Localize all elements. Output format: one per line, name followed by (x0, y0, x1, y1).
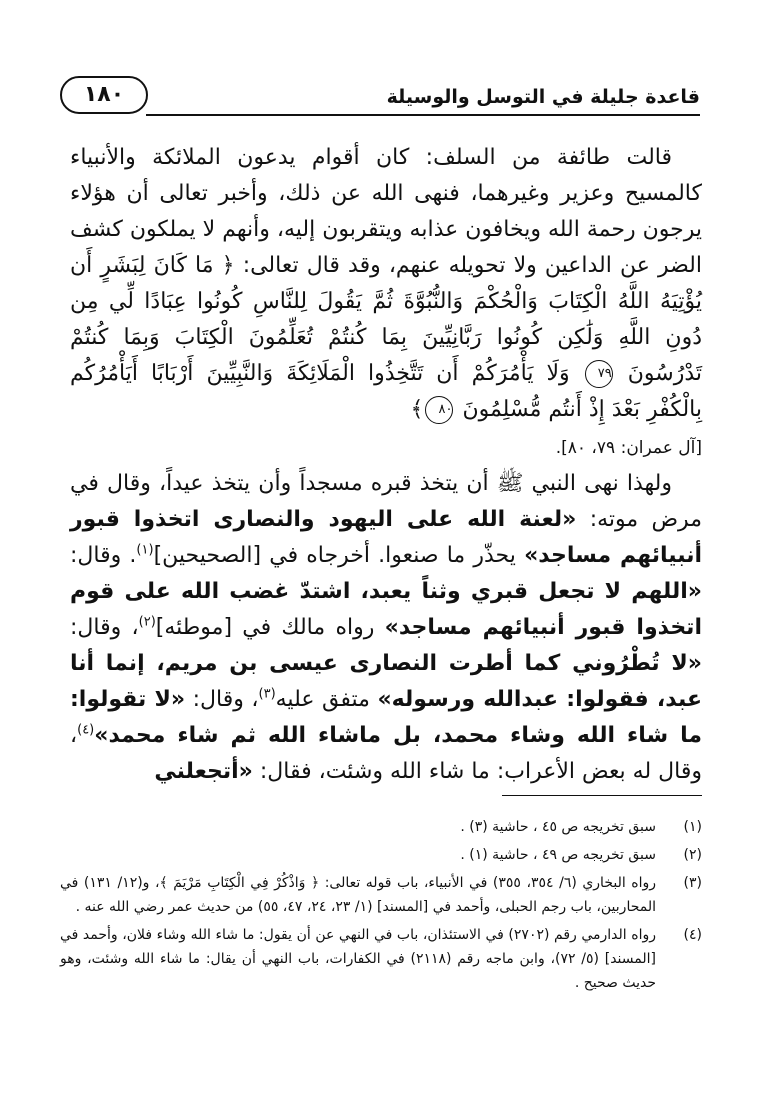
footnotes (60, 815, 702, 999)
header-rule (146, 114, 700, 116)
quran-verse-79: ﴿ مَا كَانَ لِبَشَرٍ أَن يُؤْتِيَهُ اللَّهُ الْكِتَابَ وَالْحُكْمَ وَالنُّبُوَّةَ ثُمَّ يَقُولَ لِلنَّاسِ كُونُوا عِبَادًا لِّي مِن دُونِ اللَّهِ وَلَٰكِن كُونُوا رَبَّانِيِّينَ بِمَا كُنتُمْ تُعَلِّمُونَ الْكِتَابَ وَبِمَا كُنتُمْ تَدْرُسُونَ (70, 253, 702, 386)
ayah-number-80: ٨٠ (425, 396, 453, 424)
footnote-1 (60, 815, 702, 839)
p2-s6: متفق عليه (275, 687, 370, 712)
hadith-3: «لا تُطْرُوني كما أطرت النصارى عيسى بن مريم، إنما أنا عبد، فقولوا: عبدالله ورسوله» (70, 651, 702, 712)
hadith-5: «أتجعلني (154, 759, 253, 784)
footnote-ref-1[interactable]: (١) (136, 542, 154, 558)
paragraph-1 (70, 140, 702, 466)
p2-s2: يحذّر ما صنعوا. أخرجاه في [الصحيحين] (153, 543, 516, 568)
footnote-4 (60, 923, 702, 995)
p2-s3: . وقال: (70, 543, 137, 568)
footnote-number: (٣) (683, 875, 702, 891)
p2-s7: ، وقال: (192, 687, 259, 712)
footnote-text: رواه البخاري (٦/ ٣٥٤، ٣٥٥) في الأنبياء، باب قوله تعالى: ﴿ وَاذْكُرْ فِي الْكِتَابِ مَرْيَمَ ﴾، و(١٢/ ١٣١) في المحاربين، باب رجم الحبلى، وأحمد في [المسند] (١/ ٢٣، ٢٤، ٤٧، ٥٥) من حديث عمر رضي الله عنه . (60, 875, 657, 915)
page-header (60, 72, 700, 124)
footnote-2 (60, 843, 702, 867)
paragraph-1-text: قالت طائفة من السلف: كان أقوام يدعون الملائكة والأنبياء كالمسيح وعزير وغيرهما، فنهى الله عن ذلك، وأخبر تعالى أن هؤلاء يرجون رحمة الله ويخافون عذابه ويتقربون إليه، وأنهم لا يملكون كشف الضر عن الداعين ولا تحويله عنهم، وقد قال تعالى: (70, 145, 703, 278)
quran-verse-80: وَلَا يَأْمُرَكُمْ أَن تَتَّخِذُوا الْمَلَائِكَةَ وَالنَّبِيِّينَ أَرْبَابًا أَيَأْمُرُكُم بِالْكُفْرِ بَعْدَ إِذْ أَنتُم مُّسْلِمُونَ (70, 361, 702, 422)
footnote-separator (502, 795, 702, 796)
verse-reference: [آل عمران: ٧٩، ٨٠]. (555, 438, 702, 458)
quran-close-bracket: ﴾ (410, 397, 424, 422)
running-title: قاعدة جليلة في التوسل والوسيلة (386, 86, 700, 108)
footnote-3 (60, 871, 702, 919)
footnote-text: سبق تخريجه ص ٤٥ ، حاشية (٣) . (460, 819, 656, 835)
p2-s8: ، وقال له بعض الأعراب: ما شاء الله وشئت، فقال: (70, 723, 702, 784)
footnote-ref-2[interactable]: (٢) (138, 614, 156, 630)
footnote-ref-4[interactable]: (٤) (77, 722, 95, 738)
p2-s5: ، وقال: (70, 615, 139, 640)
hadith-1: «لعنة الله على اليهود والنصارى اتخذوا قبور أنبيائهم مساجد» (70, 507, 703, 568)
footnote-text: سبق تخريجه ص ٤٩ ، حاشية (١) . (460, 847, 656, 863)
paragraph-2 (70, 466, 702, 790)
p2-s1: ولهذا نهى النبي ﷺ أن يتخذ قبره مسجداً وأن يتخذ عيداً، وقال في مرض موته: (70, 471, 702, 532)
hadith-2: «اللهم لا تجعل قبري وثناً يعبد، اشتدّ غضب الله على قوم اتخذوا قبور أنبيائهم مساجد» (70, 579, 702, 640)
page-number: ١٨٠ (60, 76, 148, 114)
footnote-number: (١) (683, 819, 702, 835)
p2-s4: رواه مالك في [موطئه] (155, 615, 375, 640)
footnote-ref-3[interactable]: (٣) (258, 686, 276, 702)
hadith-4: «لا تقولوا: ما شاء الله وشاء محمد، بل ماشاء الله ثم شاء محمد» (70, 687, 702, 748)
ayah-number-79: ٧٩ (585, 360, 613, 388)
footnote-text: رواه الدارمي رقم (٢٧٠٢) في الاستئذان، باب في النهي عن أن يقول: ما شاء الله وشاء فلان، وأحمد في [المسند] (٥/ ٧٢)، وابن ماجه رقم (٢١١٨) في الكفارات، باب النهي أن يقال: ما شاء الله وشئت، وهو حديث صحيح . (60, 927, 656, 991)
footnote-number: (٢) (683, 847, 702, 863)
footnote-number: (٤) (683, 927, 702, 943)
